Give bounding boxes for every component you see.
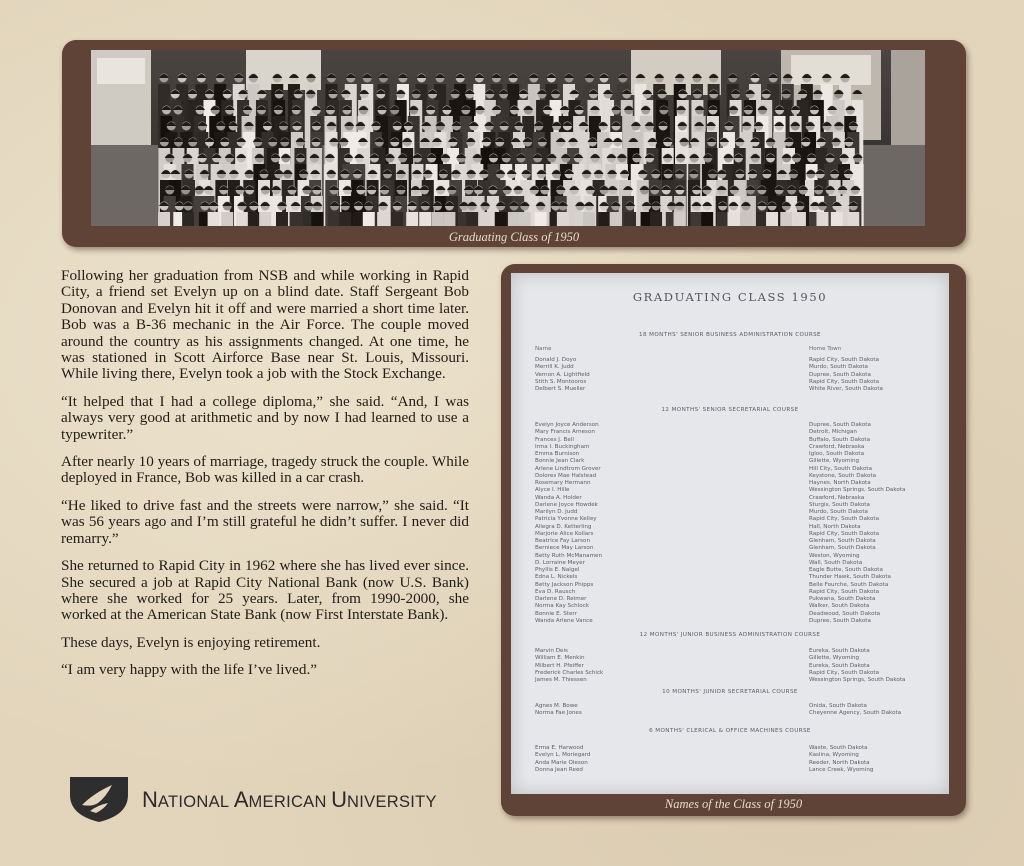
graduate-name: Patricia Yvonne Kelley <box>535 516 597 523</box>
home-town: Crawford, Nebraska <box>809 494 865 501</box>
home-town: Glenham, South Dakota <box>809 545 876 552</box>
home-town: Murdo, South Dakota <box>809 364 868 371</box>
towns-list <box>809 422 905 625</box>
names-list <box>535 422 602 625</box>
home-town: Hall, North Dakota <box>809 523 861 530</box>
class-photo-frame <box>62 40 966 247</box>
home-town: Weston, Wyoming <box>809 552 860 559</box>
home-town: Walker, South Dakota <box>809 603 870 610</box>
graduate-name: Irma I. Buckingham <box>535 443 590 450</box>
home-town: Keystone, South Dakota <box>809 472 877 479</box>
graduate-name: Bonnie Jean Clark <box>535 458 585 465</box>
graduate-name: Mary Francis Arneson <box>535 429 595 436</box>
graduate-name: Frederick Charles Schick <box>535 669 604 676</box>
graduate-name: Dolores Mae Halstead <box>535 472 597 479</box>
home-town: Buffalo, South Dakota <box>809 436 871 443</box>
home-town: Pukwana, South Dakota <box>809 596 876 602</box>
story-paragraph: Following her graduation from NSB and while working in Rapid City, a friend set Evelyn up on a blind date. Staff Sergeant Bob Donovan and Evelyn hit it off and were married a short time later. Bob was a B-36 mechanic in the Air Force. The couple moved around the country as his assignments changed. At one time, he was stationed in Scott Airforce Base near St. Louis, Missouri. While living there, Evelyn took a job with the Stock Exchange. <box>61 267 469 383</box>
graduate-name: Darlene Joyce Howdek <box>535 501 598 508</box>
home-town: Rapid City, South Dakota <box>809 357 879 363</box>
home-town: White River, South Dakota <box>809 386 883 392</box>
home-town: Eureka, South Dakota <box>809 662 870 669</box>
story-paragraph: “I am very happy with the life I’ve lived.” <box>61 661 317 679</box>
home-town: Cheyenne Agency, South Dakota <box>809 710 902 717</box>
graduate-name: Marjorie Alice Kollars <box>535 530 594 537</box>
home-town: Rapid City, South Dakota <box>809 516 879 523</box>
names-list <box>535 745 590 774</box>
home-town: Kaslina, Wyoming <box>809 752 859 759</box>
home-town: Igloo, South Dakota <box>809 451 865 457</box>
graduate-name: Norma Kay Schlock <box>535 603 590 610</box>
graduate-name: Merrill K. Judd <box>535 364 574 371</box>
graduate-name: Erma E. Harwood <box>535 745 584 751</box>
towns-list <box>809 648 905 684</box>
section-heading: 12 MONTHS' JUNIOR BUSINESS ADMINISTRATION COURSE <box>639 632 821 638</box>
nau-shield-icon <box>68 775 130 823</box>
graduate-name: Vernon A. Lightfield <box>535 371 590 378</box>
home-town: Eagle Butte, South Dakota <box>809 567 883 573</box>
graduate-name: Marilyn D. Judd <box>535 509 578 515</box>
graduate-name: Edna L. Nickels <box>535 574 578 581</box>
graduate-name: Rosemary Hermann <box>535 480 591 486</box>
story-paragraph: These days, Evelyn is enjoying retirement. <box>61 633 321 651</box>
graduate-name: Marvin Deis <box>535 648 568 654</box>
graduate-name: Donald J. Doyo <box>535 357 577 363</box>
graduate-name: Phyllis E. Nalgel <box>535 567 580 573</box>
home-town: Wessington Springs, South Dakota <box>809 677 906 683</box>
home-town: Sturgis, South Dakota <box>809 501 870 508</box>
graduate-name: James M. Thiessen <box>535 677 587 683</box>
graduate-name: Evelyn Joyce Anderson <box>535 422 599 428</box>
home-town: Crawford, Nebraska <box>809 443 865 450</box>
home-town: Waste, South Dakota <box>809 745 868 751</box>
graduate-name: Milbert H. Pfeiffer <box>535 662 584 669</box>
graduate-name: Delbert S. Mueller <box>535 386 586 392</box>
home-town: Lance Creek, Wyoming <box>809 766 874 773</box>
home-town: Thunder Hawk, South Dakota <box>809 574 891 581</box>
home-town: Wessington Springs, South Dakota <box>809 487 906 494</box>
home-town: Gillette, Wyoming <box>809 655 860 662</box>
graduate-name: Berniece May Larson <box>535 545 594 552</box>
names-document-frame <box>501 264 966 816</box>
story-paragraph: “He liked to drive fast and the streets were narrow,” she said. “It was 56 years ago and I’m still grateful he didn’t suffer. I never did remarry.” <box>61 496 469 547</box>
home-town: Rapid City, South Dakota <box>809 530 879 537</box>
graduate-name: Norma Fae Jones <box>535 710 582 717</box>
names-caption: Names of the Class of 1950 <box>664 797 803 811</box>
graduation-roster <box>511 273 949 794</box>
home-town: Glenham, South Dakota <box>809 538 876 544</box>
graduate-name: Eva D. Rausch <box>535 588 576 595</box>
home-town: Rapid City, South Dakota <box>809 669 879 676</box>
names-list <box>535 648 603 684</box>
section-heading: 10 MONTHS' JUNIOR SECRETARIAL COURSE <box>662 689 798 695</box>
home-town: Dupree, South Dakota <box>809 617 871 624</box>
section-heading: 18 MONTHS' SENIOR BUSINESS ADMINISTRATION COURSE <box>639 332 821 338</box>
graduate-name: Alyce I. Hille <box>535 487 570 494</box>
names-list <box>535 357 590 393</box>
graduate-name: D. Lorraine Meyer <box>535 559 585 566</box>
graduate-name: Darlene D. Reimer <box>535 596 587 602</box>
story-text <box>61 268 469 690</box>
roster-title: GRADUATING CLASS 1950 <box>632 290 828 304</box>
graduate-name: Donna Jean Reed <box>535 766 583 773</box>
graduate-name: Emma Burnison <box>535 451 580 457</box>
graduate-name: Betty Jackson Phipps <box>535 581 594 588</box>
story-paragraph: She returned to Rapid City in 1962 where she has lived ever since. She secured a job at Rapid City National Bank (now U.S. Bank) where she worked for 25 years. Later, from 1990-2000, she worked at the American State Bank (now First Interstate Bank). <box>61 557 469 624</box>
home-town: Gillette, Wyoming <box>809 458 860 465</box>
class-photo-image <box>91 50 925 226</box>
home-town: Eureka, South Dakota <box>809 648 870 654</box>
graduate-name: Betty Ruth McManamen <box>535 552 603 559</box>
towns-list <box>809 357 883 393</box>
towns-list <box>809 703 901 718</box>
graduate-name: Beatrice Fay Larson <box>535 538 590 544</box>
home-town: Belle Fourche, South Dakota <box>809 581 889 588</box>
class-photo <box>91 50 925 226</box>
column-header-town: Home Town <box>809 346 842 352</box>
graduate-name: Agnes M. Bowe <box>535 703 578 709</box>
home-town: Dupree, South Dakota <box>809 422 871 428</box>
graduate-name: Arlene Lindtrom Grover <box>535 465 601 472</box>
graduate-name: Frances J. Bell <box>535 436 574 443</box>
graduate-name: Stith S. Montooros <box>535 378 587 385</box>
nau-logo <box>68 775 488 823</box>
story-paragraph: “It helped that I had a college diploma,” she said. “And, I was always very good at arithmetic and by now I had learned to use a typewriter.” <box>61 392 469 443</box>
home-town: Reeder, North Dakota <box>809 759 870 766</box>
home-town: Rapid City, South Dakota <box>809 588 879 595</box>
photo-caption: Graduating Class of 1950 <box>448 230 580 244</box>
home-town: Dupree, South Dakota <box>809 371 871 378</box>
column-header-name: Name <box>535 346 552 352</box>
graduate-name: Bonnie E. Sterr <box>535 610 577 617</box>
section-heading: 6 MONTHS' CLERICAL & OFFICE MACHINES COURSE <box>649 728 811 734</box>
graduate-name: Wanda Arlene Vance <box>535 617 593 624</box>
names-list <box>535 703 582 718</box>
home-town: Rapid City, South Dakota <box>809 378 879 385</box>
story-paragraph: After nearly 10 years of marriage, tragedy struck the couple. While deployed in France, Bob was killed in a car crash. <box>61 453 469 487</box>
graduate-name: Wanda A. Holder <box>535 494 582 501</box>
graduate-name: Anda Marie Oleson <box>535 759 588 766</box>
section-heading: 12 MONTHS' SENIOR SECRETARIAL COURSE <box>661 407 799 413</box>
home-town: Hill City, South Dakota <box>809 465 873 472</box>
nau-wordmark: NATIONAL AMERICAN UNIVERSITY <box>142 787 437 812</box>
graduate-name: Allegra D. Ketterling <box>535 523 592 530</box>
home-town: Murdo, South Dakota <box>809 509 868 515</box>
graduate-name: Evelyn L. Moriegard <box>535 752 591 759</box>
home-town: Detroit, Michigan <box>809 429 857 436</box>
home-town: Haynes, North Dakota <box>809 480 871 486</box>
home-town: Onida, South Dakota <box>809 703 867 709</box>
home-town: Deadwood, South Dakota <box>809 610 881 617</box>
towns-list <box>809 745 873 774</box>
graduate-name: William E. Menkin <box>535 655 585 662</box>
home-town: Wall, South Dakota <box>809 559 863 566</box>
